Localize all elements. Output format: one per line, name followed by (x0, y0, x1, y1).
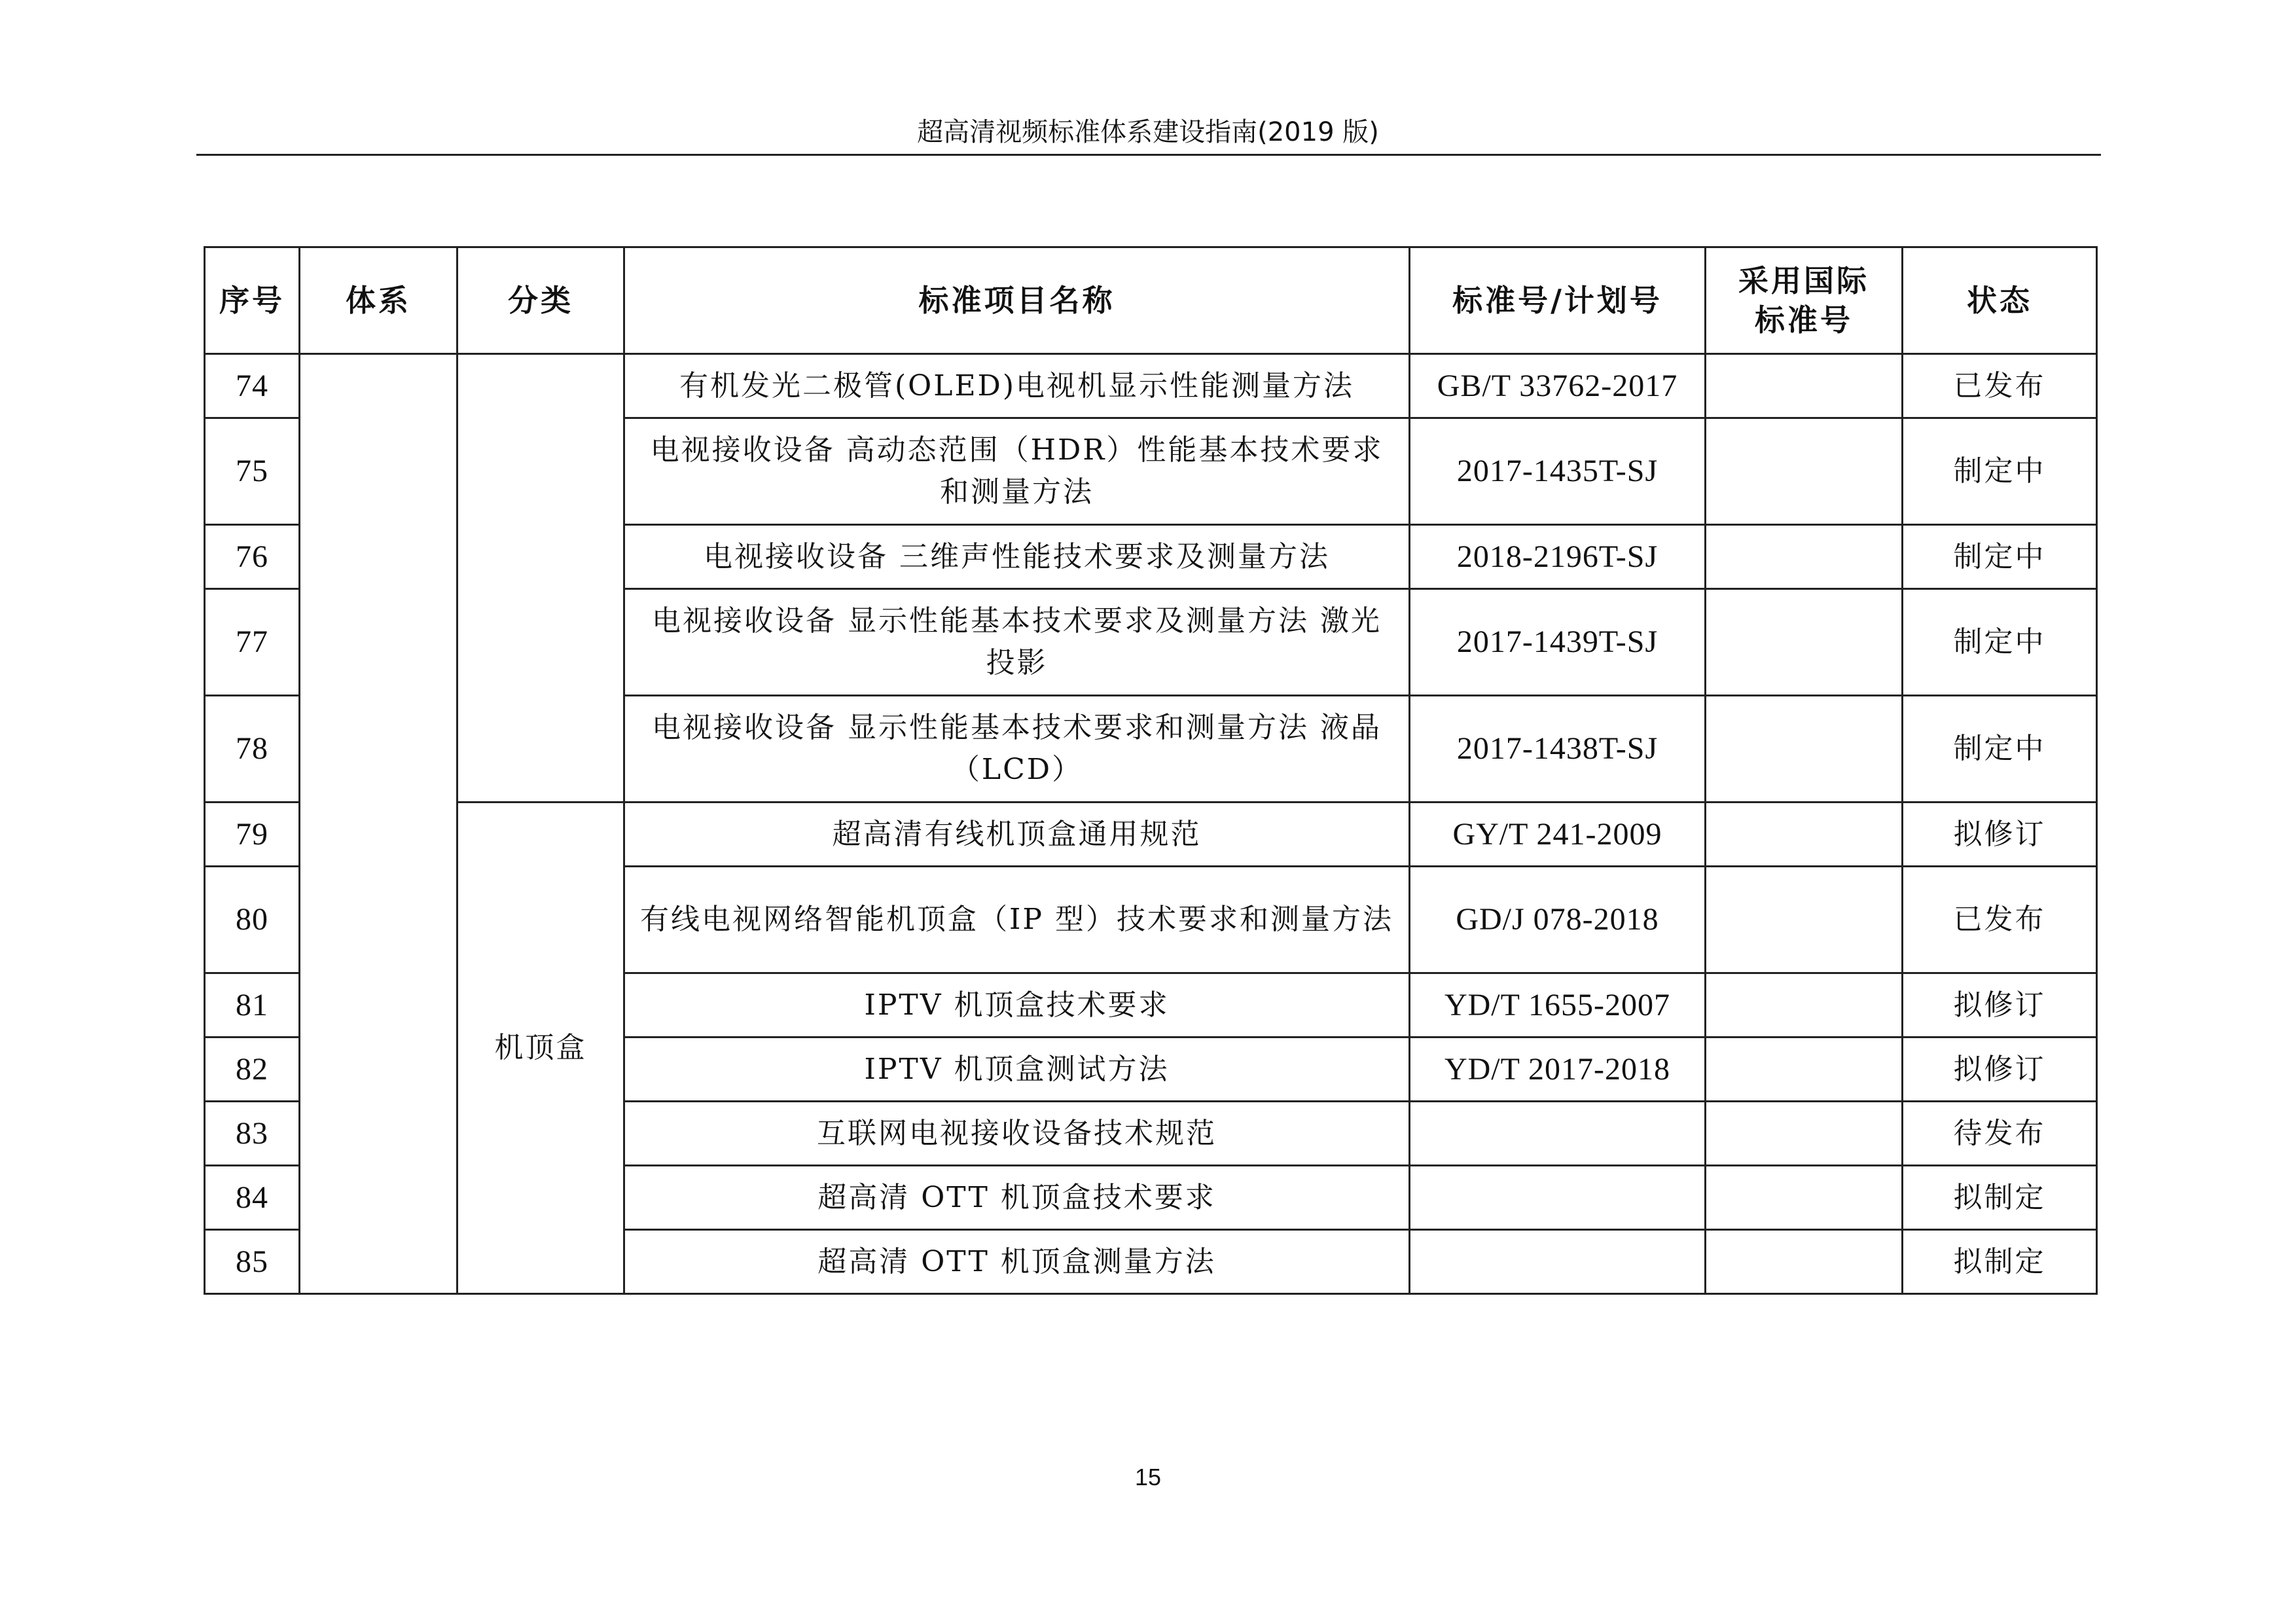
row-standard-code (1410, 1230, 1706, 1294)
row-standard-name: 超高清有线机顶盒通用规范 (624, 803, 1410, 867)
row-status: 已发布 (1903, 354, 2097, 418)
row-intl-standard (1706, 803, 1903, 867)
header-standard-name: 标准项目名称 (624, 247, 1410, 354)
row-intl-standard (1706, 973, 1903, 1038)
row-intl-standard (1706, 1038, 1903, 1102)
row-standard-code: GY/T 241-2009 (1410, 803, 1706, 867)
row-status: 制定中 (1903, 525, 2097, 589)
table-header-row (205, 247, 2097, 354)
row-status: 拟制定 (1903, 1166, 2097, 1230)
row-seq: 82 (205, 1038, 300, 1102)
row-standard-code: 2017-1435T-SJ (1410, 418, 1706, 525)
row-standard-name: 有机发光二极管(OLED)电视机显示性能测量方法 (624, 354, 1410, 418)
header-seq: 序号 (205, 247, 300, 354)
header-intl-standard: 采用国际标准号 (1706, 247, 1903, 354)
row-intl-standard (1706, 696, 1903, 803)
system-cell (300, 354, 457, 1294)
row-standard-code: YD/T 2017-2018 (1410, 1038, 1706, 1102)
row-seq: 85 (205, 1230, 300, 1294)
row-standard-code (1410, 1102, 1706, 1166)
row-standard-name: 有线电视网络智能机顶盒（IP 型）技术要求和测量方法 (624, 867, 1410, 973)
row-standard-code: GD/J 078-2018 (1410, 867, 1706, 973)
header-divider (196, 154, 2101, 156)
row-seq: 79 (205, 803, 300, 867)
row-standard-code: GB/T 33762-2017 (1410, 354, 1706, 418)
row-seq: 83 (205, 1102, 300, 1166)
row-standard-code: YD/T 1655-2007 (1410, 973, 1706, 1038)
row-intl-standard (1706, 1230, 1903, 1294)
row-standard-code: 2017-1439T-SJ (1410, 589, 1706, 696)
row-status: 待发布 (1903, 1102, 2097, 1166)
row-standard-name: 电视接收设备 显示性能基本技术要求和测量方法 液晶（LCD） (624, 696, 1410, 803)
row-seq: 78 (205, 696, 300, 803)
row-seq: 84 (205, 1166, 300, 1230)
header-system: 体系 (300, 247, 457, 354)
category-cell-display (457, 354, 624, 803)
row-status: 拟修订 (1903, 973, 2097, 1038)
row-standard-name: 互联网电视接收设备技术规范 (624, 1102, 1410, 1166)
row-seq: 76 (205, 525, 300, 589)
row-intl-standard (1706, 589, 1903, 696)
row-standard-code: 2018-2196T-SJ (1410, 525, 1706, 589)
header-standard-code: 标准号/计划号 (1410, 247, 1706, 354)
row-standard-name: 电视接收设备 高动态范围（HDR）性能基本技术要求和测量方法 (624, 418, 1410, 525)
header-category: 分类 (457, 247, 624, 354)
row-intl-standard (1706, 525, 1903, 589)
row-standard-name: IPTV 机顶盒技术要求 (624, 973, 1410, 1038)
row-standard-code (1410, 1166, 1706, 1230)
running-header: 超高清视频标准体系建设指南(2019 版) (917, 117, 1379, 147)
row-status: 制定中 (1903, 696, 2097, 803)
table-row (205, 354, 2097, 418)
row-seq: 75 (205, 418, 300, 525)
row-standard-name: 超高清 OTT 机顶盒技术要求 (624, 1166, 1410, 1230)
row-status: 制定中 (1903, 418, 2097, 525)
page-number: 15 (1134, 1464, 1162, 1490)
row-intl-standard (1706, 867, 1903, 973)
row-standard-name: 电视接收设备 三维声性能技术要求及测量方法 (624, 525, 1410, 589)
row-seq: 74 (205, 354, 300, 418)
row-standard-name: 超高清 OTT 机顶盒测量方法 (624, 1230, 1410, 1294)
row-status: 已发布 (1903, 867, 2097, 973)
row-status: 拟修订 (1903, 1038, 2097, 1102)
category-cell-set-top-box: 机顶盒 (457, 803, 624, 1294)
row-standard-name: IPTV 机顶盒测试方法 (624, 1038, 1410, 1102)
row-seq: 80 (205, 867, 300, 973)
standards-table (204, 246, 2098, 1295)
header-status: 状态 (1903, 247, 2097, 354)
row-standard-name: 电视接收设备 显示性能基本技术要求及测量方法 激光投影 (624, 589, 1410, 696)
row-status: 拟修订 (1903, 803, 2097, 867)
row-intl-standard (1706, 418, 1903, 525)
row-seq: 77 (205, 589, 300, 696)
row-status: 拟制定 (1903, 1230, 2097, 1294)
table-row (205, 803, 2097, 867)
row-seq: 81 (205, 973, 300, 1038)
row-standard-code: 2017-1438T-SJ (1410, 696, 1706, 803)
row-intl-standard (1706, 1102, 1903, 1166)
row-status: 制定中 (1903, 589, 2097, 696)
row-intl-standard (1706, 1166, 1903, 1230)
row-intl-standard (1706, 354, 1903, 418)
